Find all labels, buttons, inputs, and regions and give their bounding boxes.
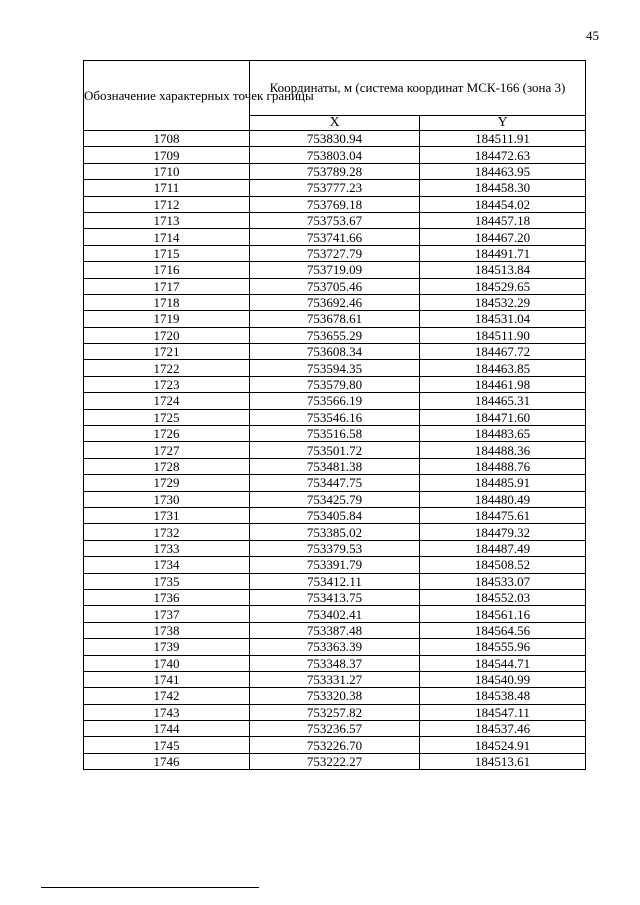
table-row (84, 475, 586, 491)
y-coordinate-cell: 184457.18 (420, 212, 586, 228)
y-coordinate-cell: 184475.61 (420, 507, 586, 523)
x-coordinate-cell: 753236.57 (250, 721, 420, 737)
table-row (84, 294, 586, 310)
x-coordinate-cell: 753257.82 (250, 704, 420, 720)
table-row (84, 344, 586, 360)
x-coordinate-cell: 753320.38 (250, 688, 420, 704)
y-coordinate-cell: 184529.65 (420, 278, 586, 294)
table-row (84, 524, 586, 540)
point-id-cell: 1715 (84, 245, 250, 261)
y-coordinate-cell: 184538.48 (420, 688, 586, 704)
table-row (84, 737, 586, 753)
x-coordinate-cell: 753777.23 (250, 180, 420, 196)
page-number: 45 (586, 28, 599, 43)
table-row (84, 458, 586, 474)
x-coordinate-cell: 753789.28 (250, 163, 420, 179)
table-row (84, 491, 586, 507)
table-row (84, 262, 586, 278)
x-coordinate-cell: 753363.39 (250, 639, 420, 655)
y-coordinate-cell: 184480.49 (420, 491, 586, 507)
y-coordinate-cell: 184511.90 (420, 327, 586, 343)
table-row (84, 557, 586, 573)
x-coordinate-cell: 753655.29 (250, 327, 420, 343)
x-coordinate-cell: 753546.16 (250, 409, 420, 425)
point-id-cell: 1743 (84, 704, 250, 720)
point-id-cell: 1745 (84, 737, 250, 753)
y-coordinate-cell: 184458.30 (420, 180, 586, 196)
point-id-cell: 1710 (84, 163, 250, 179)
point-id-cell: 1719 (84, 311, 250, 327)
y-coordinate-cell: 184513.84 (420, 262, 586, 278)
table-row (84, 507, 586, 523)
point-id-cell: 1744 (84, 721, 250, 737)
x-coordinate-cell: 753412.11 (250, 573, 420, 589)
y-coordinate-cell: 184561.16 (420, 606, 586, 622)
y-column-header: Y (420, 115, 586, 130)
y-coordinate-cell: 184531.04 (420, 311, 586, 327)
point-id-cell: 1724 (84, 393, 250, 409)
table-row (84, 163, 586, 179)
coordinates-header: Координаты, м (система координат МСК-166 (зона 3) (250, 61, 586, 116)
x-coordinate-cell: 753769.18 (250, 196, 420, 212)
x-coordinate-cell: 753678.61 (250, 311, 420, 327)
point-id-cell: 1736 (84, 589, 250, 605)
x-coordinate-cell: 753803.04 (250, 147, 420, 163)
x-coordinate-cell: 753387.48 (250, 622, 420, 638)
x-coordinate-cell: 753425.79 (250, 491, 420, 507)
x-coordinate-cell: 753481.38 (250, 458, 420, 474)
point-id-cell: 1712 (84, 196, 250, 212)
table-row (84, 721, 586, 737)
y-coordinate-cell: 184564.56 (420, 622, 586, 638)
x-coordinate-cell: 753331.27 (250, 671, 420, 687)
table-row (84, 409, 586, 425)
y-coordinate-cell: 184488.36 (420, 442, 586, 458)
table-row (84, 376, 586, 392)
table-row (84, 393, 586, 409)
table-row (84, 442, 586, 458)
point-id-cell: 1732 (84, 524, 250, 540)
x-coordinate-cell: 753379.53 (250, 540, 420, 556)
y-coordinate-cell: 184463.95 (420, 163, 586, 179)
point-designation-header: Обозначение характерных точек границы (84, 61, 250, 131)
table-row (84, 606, 586, 622)
y-coordinate-cell: 184487.49 (420, 540, 586, 556)
y-coordinate-cell: 184513.61 (420, 753, 586, 769)
y-coordinate-cell: 184472.63 (420, 147, 586, 163)
point-id-cell: 1734 (84, 557, 250, 573)
x-coordinate-cell: 753579.80 (250, 376, 420, 392)
footnote-separator (41, 887, 259, 888)
point-id-cell: 1737 (84, 606, 250, 622)
table-row (84, 278, 586, 294)
x-coordinate-cell: 753402.41 (250, 606, 420, 622)
table-row (84, 655, 586, 671)
point-id-cell: 1725 (84, 409, 250, 425)
y-coordinate-cell: 184463.85 (420, 360, 586, 376)
point-id-cell: 1726 (84, 426, 250, 442)
point-id-cell: 1730 (84, 491, 250, 507)
y-coordinate-cell: 184533.07 (420, 573, 586, 589)
x-coordinate-cell: 753741.66 (250, 229, 420, 245)
x-coordinate-cell: 753516.58 (250, 426, 420, 442)
y-coordinate-cell: 184479.32 (420, 524, 586, 540)
table-row (84, 753, 586, 769)
x-coordinate-cell: 753501.72 (250, 442, 420, 458)
table-row (84, 622, 586, 638)
point-id-cell: 1714 (84, 229, 250, 245)
x-coordinate-cell: 753413.75 (250, 589, 420, 605)
point-id-cell: 1731 (84, 507, 250, 523)
x-coordinate-cell: 753385.02 (250, 524, 420, 540)
table-row (84, 229, 586, 245)
point-id-cell: 1708 (84, 131, 250, 147)
point-id-cell: 1727 (84, 442, 250, 458)
y-coordinate-cell: 184524.91 (420, 737, 586, 753)
table-row (84, 671, 586, 687)
table-row (84, 639, 586, 655)
y-coordinate-cell: 184532.29 (420, 294, 586, 310)
point-id-cell: 1723 (84, 376, 250, 392)
point-id-cell: 1722 (84, 360, 250, 376)
x-coordinate-cell: 753391.79 (250, 557, 420, 573)
x-coordinate-cell: 753830.94 (250, 131, 420, 147)
point-id-cell: 1742 (84, 688, 250, 704)
y-coordinate-cell: 184508.52 (420, 557, 586, 573)
point-id-cell: 1735 (84, 573, 250, 589)
y-coordinate-cell: 184467.72 (420, 344, 586, 360)
point-id-cell: 1739 (84, 639, 250, 655)
y-coordinate-cell: 184488.76 (420, 458, 586, 474)
x-coordinate-cell: 753753.67 (250, 212, 420, 228)
y-coordinate-cell: 184555.96 (420, 639, 586, 655)
x-coordinate-cell: 753594.35 (250, 360, 420, 376)
y-coordinate-cell: 184540.99 (420, 671, 586, 687)
point-id-cell: 1711 (84, 180, 250, 196)
x-column-header: X (250, 115, 420, 130)
y-coordinate-cell: 184544.71 (420, 655, 586, 671)
x-coordinate-cell: 753566.19 (250, 393, 420, 409)
x-coordinate-cell: 753608.34 (250, 344, 420, 360)
y-coordinate-cell: 184537.46 (420, 721, 586, 737)
point-id-cell: 1746 (84, 753, 250, 769)
point-id-cell: 1713 (84, 212, 250, 228)
x-coordinate-cell: 753705.46 (250, 278, 420, 294)
coordinates-table (83, 60, 586, 770)
table-row (84, 573, 586, 589)
y-coordinate-cell: 184491.71 (420, 245, 586, 261)
y-coordinate-cell: 184547.11 (420, 704, 586, 720)
table-row (84, 245, 586, 261)
x-coordinate-cell: 753222.27 (250, 753, 420, 769)
point-id-cell: 1740 (84, 655, 250, 671)
table-row (84, 311, 586, 327)
table-row (84, 589, 586, 605)
y-coordinate-cell: 184471.60 (420, 409, 586, 425)
table-body (84, 131, 586, 770)
y-coordinate-cell: 184461.98 (420, 376, 586, 392)
point-id-cell: 1741 (84, 671, 250, 687)
x-coordinate-cell: 753348.37 (250, 655, 420, 671)
table-row (84, 196, 586, 212)
table-row (84, 688, 586, 704)
y-coordinate-cell: 184454.02 (420, 196, 586, 212)
point-id-cell: 1717 (84, 278, 250, 294)
table-row (84, 180, 586, 196)
y-coordinate-cell: 184483.65 (420, 426, 586, 442)
point-id-cell: 1738 (84, 622, 250, 638)
table-row (84, 426, 586, 442)
y-coordinate-cell: 184511.91 (420, 131, 586, 147)
table-row (84, 360, 586, 376)
point-id-cell: 1733 (84, 540, 250, 556)
table-row (84, 327, 586, 343)
x-coordinate-cell: 753727.79 (250, 245, 420, 261)
x-coordinate-cell: 753226.70 (250, 737, 420, 753)
y-coordinate-cell: 184552.03 (420, 589, 586, 605)
y-coordinate-cell: 184485.91 (420, 475, 586, 491)
point-id-cell: 1721 (84, 344, 250, 360)
point-id-cell: 1709 (84, 147, 250, 163)
table-row (84, 131, 586, 147)
table-row (84, 212, 586, 228)
table-row (84, 147, 586, 163)
x-coordinate-cell: 753447.75 (250, 475, 420, 491)
table-row (84, 704, 586, 720)
point-id-cell: 1720 (84, 327, 250, 343)
table-row (84, 540, 586, 556)
y-coordinate-cell: 184467.20 (420, 229, 586, 245)
x-coordinate-cell: 753405.84 (250, 507, 420, 523)
y-coordinate-cell: 184465.31 (420, 393, 586, 409)
x-coordinate-cell: 753692.46 (250, 294, 420, 310)
point-id-cell: 1718 (84, 294, 250, 310)
point-id-cell: 1728 (84, 458, 250, 474)
point-id-cell: 1716 (84, 262, 250, 278)
x-coordinate-cell: 753719.09 (250, 262, 420, 278)
point-id-cell: 1729 (84, 475, 250, 491)
